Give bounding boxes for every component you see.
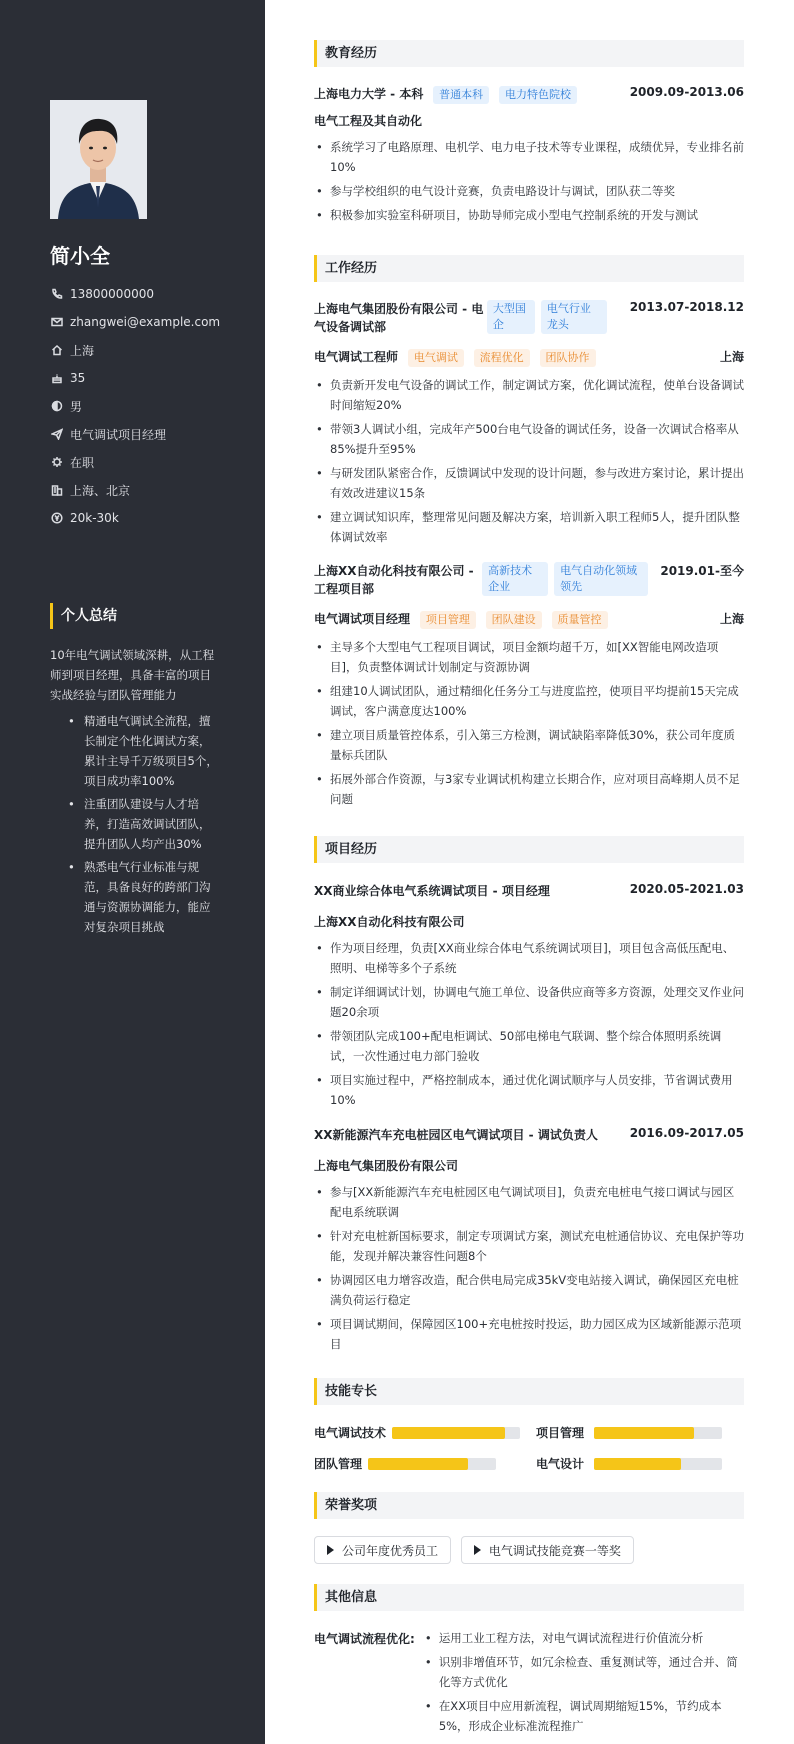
project-name: XX新能源汽车充电桩园区电气调试项目 - 调试负责人: [314, 1128, 598, 1142]
role-tag: 流程优化: [474, 349, 530, 367]
work-section-title: 工作经历: [314, 255, 744, 282]
projects-section-title: 项目经历: [314, 836, 744, 863]
role-tag: 团队建设: [486, 611, 542, 629]
skill-item: [536, 1424, 744, 1441]
work-bullet: • 建立调试知识库，整理常见问题及解决方案，培训新入职工程师5人，提升团队整体调试效率: [314, 507, 744, 547]
job-role: 电气调试工程师: [314, 350, 399, 364]
project-bullet: • 协调园区电力增容改造，配合供电局完成35kV变电站接入调试，确保园区充电桩满负荷运行稳定: [314, 1270, 744, 1310]
info-gender: [50, 392, 250, 420]
info-position: [50, 420, 250, 448]
project-date: 2020.05-2021.03: [629, 882, 744, 896]
project-bullet: • 制定详细调试计划，协调电气施工单位、设备供应商等多方资源，处理交叉作业问题20余项: [314, 982, 744, 1022]
company-name: 上海电气集团股份有限公司 - 电气设备调试部: [314, 302, 484, 334]
work-bullet: • 带领3人调试小组，完成年产500台电气设备的调试任务，设备一次调试合格率从85%提升至95%: [314, 419, 744, 459]
other-bullet: • 识别非增值环节，如冗余检查、重复测试等，通过合并、简化等方式优化: [423, 1652, 743, 1692]
school-name: 上海电力大学 - 本科: [314, 87, 424, 101]
info-hometown: [50, 336, 250, 364]
phone-text: 13800000000: [70, 287, 154, 301]
role-tag: 质量管控: [552, 611, 608, 629]
skill-bar-fill: [368, 1458, 468, 1470]
awards-section-title: 荣誉奖项: [314, 1492, 744, 1519]
education-tag: 电力特色院校: [499, 86, 577, 104]
email-text: zhangwei@example.com: [70, 315, 221, 329]
position-text: 电气调试项目经理: [70, 427, 167, 442]
education-bullet: • 系统学习了电路原理、电机学、电力电子技术等专业课程，成绩优异，专业排名前10%: [314, 137, 744, 177]
award-label: 公司年度优秀员工: [342, 1543, 439, 1558]
role-tag: 团队协作: [540, 349, 596, 367]
work-bullet: • 拓展外部合作资源，与3家专业调试机构建立长期合作，应对项目高峰期人员不足问题: [314, 769, 744, 809]
project-company: 上海电气集团股份有限公司: [314, 1159, 459, 1173]
awards-list: [314, 1536, 744, 1564]
skill-name: 电气设计: [536, 1457, 585, 1471]
gender-text: 男: [70, 399, 83, 414]
skill-item: [314, 1455, 522, 1472]
work-entry: [314, 300, 744, 551]
building-icon: [50, 483, 64, 497]
summary-bullet: • 熟悉电气行业标准与规范，具备良好的跨部门沟通与资源协调能力，能应对复杂项目挑战: [68, 857, 220, 937]
work-bullet: • 与研发团队紧密合作，反馈调试中发现的设计问题，参与改进方案讨论，累计提出有效改进建议15条: [314, 463, 744, 503]
city-text: 上海、北京: [70, 483, 131, 498]
gender-icon: [50, 399, 64, 413]
mail-icon: [50, 315, 64, 329]
project-bullet: • 参与[XX新能源汽车充电桩园区电气调试项目]，负责充电桩电气接口调试与园区配电系统联调: [314, 1182, 744, 1222]
info-salary: [50, 504, 250, 532]
other-bullet: • 运用工业工程方法，对电气调试流程进行价值流分析: [423, 1628, 743, 1648]
skill-bar: [368, 1458, 496, 1470]
skill-item: [314, 1424, 522, 1441]
summary-intro: 10年电气调试领域深耕，从工程师到项目经理，具备丰富的项目实战经验与团队管理能力: [50, 648, 215, 702]
project-entry: [314, 1126, 744, 1358]
company-name: 上海XX自动化科技有限公司 - 工程项目部: [314, 564, 474, 596]
info-city: [50, 476, 250, 504]
work-date: 2019.01-至今: [660, 564, 744, 578]
summary-bullet: • 精通电气调试全流程，擅长制定个性化调试方案，累计主导千万级项目5个，项目成功率100%: [68, 711, 220, 791]
skill-bar: [594, 1458, 722, 1470]
summary-bullets: [50, 711, 220, 937]
role-tag: 电气调试: [408, 349, 464, 367]
work-bullet: • 组建10人调试团队，通过精细化任务分工与进度监控，使项目平均提前15天完成调试，客户满意度达100%: [314, 681, 744, 721]
project-date: 2016.09-2017.05: [629, 1126, 744, 1140]
other-label: 电气调试流程优化:: [314, 1632, 415, 1646]
education-tag: 普通本科: [433, 86, 489, 104]
other-bullets: [423, 1628, 743, 1740]
role-tag: 项目管理: [420, 611, 476, 629]
info-age: [50, 364, 250, 392]
project-bullets: [314, 1182, 744, 1354]
status-icon: [50, 455, 64, 469]
sidebar: [0, 0, 265, 1744]
education-entry: [314, 85, 744, 229]
play-icon: [327, 1545, 334, 1555]
work-bullet: • 建立项目质量管控体系，引入第三方检测，调试缺陷率降低30%，获公司年度质量标兵团队: [314, 725, 744, 765]
project-bullet: • 作为项目经理，负责[XX商业综合体电气系统调试项目]，项目包含高低压配电、照明、电梯等多个子系统: [314, 938, 744, 978]
skill-bar-fill: [594, 1427, 694, 1439]
status-text: 在职: [70, 455, 95, 470]
project-bullet: • 项目实施过程中，严格控制成本，通过优化调试顺序与人员安排，节省调试费用10%: [314, 1070, 744, 1110]
job-location: 上海: [719, 612, 744, 626]
skills-section-title: 技能专长: [314, 1378, 744, 1405]
company-tag: 高新技术企业: [482, 562, 548, 596]
award-chip: [461, 1536, 634, 1564]
education-section-title: 教育经历: [314, 40, 744, 67]
project-company: 上海XX自动化科技有限公司: [314, 915, 465, 929]
job-role: 电气调试项目经理: [314, 612, 411, 626]
job-location: 上海: [719, 350, 744, 364]
skill-name: 团队管理: [314, 1457, 363, 1471]
play-icon: [474, 1545, 481, 1555]
summary-title: 个人总结: [50, 603, 117, 629]
send-icon: [50, 427, 64, 441]
contact-info-list: [50, 280, 250, 532]
project-bullet: • 项目调试期间，保障园区100+充电桩按时投运，助力园区成为区域新能源示范项目: [314, 1314, 744, 1354]
education-bullet: • 参与学校组织的电气设计竞赛，负责电路设计与调试，团队获二等奖: [314, 181, 744, 201]
skill-bar: [392, 1427, 520, 1439]
work-bullets: [314, 375, 744, 547]
info-status: [50, 448, 250, 476]
education-major: 电气工程及其自动化: [314, 114, 423, 128]
skill-item: [536, 1455, 744, 1472]
company-tag: 电气行业龙头: [541, 300, 607, 334]
age-text: 35: [70, 371, 86, 385]
profile-photo: [50, 100, 147, 219]
project-name: XX商业综合体电气系统调试项目 - 项目经理: [314, 884, 550, 898]
other-bullet: • 在XX项目中应用新流程，调试周期缩短15%，节约成本5%，形成企业标准流程推广: [423, 1696, 743, 1736]
phone-icon: [50, 287, 64, 301]
award-label: 电气调试技能竞赛一等奖: [488, 1543, 621, 1558]
hometown-text: 上海: [70, 343, 95, 358]
other-info: [314, 1628, 744, 1740]
summary-bullet: • 注重团队建设与人才培养，打造高效调试团队，提升团队人均产出30%: [68, 794, 220, 854]
profile-name: 简小全: [50, 244, 110, 268]
education-bullets: [314, 137, 744, 225]
skill-bar: [594, 1427, 722, 1439]
work-bullet: • 负责新开发电气设备的调试工作，制定调试方案，优化调试流程，使单台设备调试时间缩短20%: [314, 375, 744, 415]
other-section-title: 其他信息: [314, 1584, 744, 1611]
skill-bar-fill: [594, 1458, 681, 1470]
project-bullet: • 带领团队完成100+配电柜调试、50部电梯电气联调、整个综合体照明系统调试，一次性通过电力部门验收: [314, 1026, 744, 1066]
work-bullet: • 主导多个大型电气工程项目调试，项目金额均超千万，如[XX智能电网改造项目]，负责整体调试计划制定与资源协调: [314, 637, 744, 677]
project-bullets: [314, 938, 744, 1110]
skill-bar-fill: [392, 1427, 505, 1439]
company-tag: 电气自动化领域领先: [554, 562, 648, 596]
project-entry: [314, 882, 744, 1114]
award-chip: [314, 1536, 451, 1564]
summary-block: [50, 645, 220, 940]
education-date: 2009.09-2013.06: [629, 85, 744, 99]
education-bullet: • 积极参加实验室科研项目，协助导师完成小型电气控制系统的开发与测试: [314, 205, 744, 225]
salary-text: 20k-30k: [70, 511, 119, 525]
project-bullet: • 针对充电桩新国标要求，制定专项调试方案，测试充电桩通信协议、充电保护等功能，发现并解决兼容性问题8个: [314, 1226, 744, 1266]
company-tag: 大型国企: [487, 300, 535, 334]
skill-name: 电气调试技术: [314, 1426, 387, 1440]
home-icon: [50, 343, 64, 357]
money-icon: [50, 511, 64, 525]
info-phone: [50, 280, 250, 308]
skill-name: 项目管理: [536, 1426, 585, 1440]
info-email: [50, 308, 250, 336]
portrait-image: [50, 100, 147, 219]
cake-icon: [50, 371, 64, 385]
work-bullets: [314, 637, 744, 809]
work-date: 2013.07-2018.12: [629, 300, 744, 314]
work-entry: [314, 562, 744, 813]
skills-grid: [314, 1424, 744, 1472]
